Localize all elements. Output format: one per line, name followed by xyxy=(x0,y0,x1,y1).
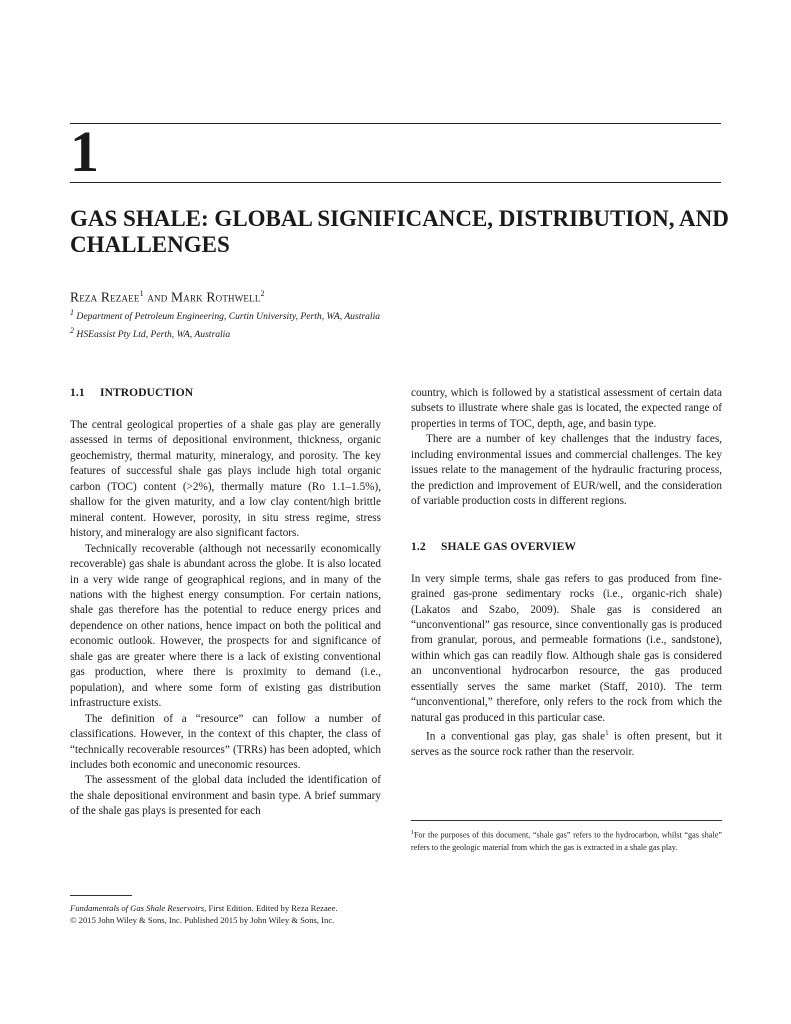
paragraph-text: is often present, but it serves as the source rock rather than the reservoir. xyxy=(411,730,723,759)
paragraph: In very simple terms, shale gas refers to gas produced from fine-grained gas-prone sedimentary rocks (i.e., organic-rich shale) (Lakatos and Szabo, 2009). Shale gas is considered an “unconventional” gas resource, since conventionally gas is produced from granular, porous, and permeable formations (i.e., sandstone), within which gas can readily flow. Although shale gas is considered an unconventional hydrocarbon resource, the gas produced essentially serves the same market (Staff, 2010). The term “unconventional,” therefore, only refers to the rock from which the natural gas produced in this particular case. xyxy=(411,572,722,724)
paragraph: The assessment of the global data included the identification of the shale depositional environment and basin type. A brief summary of the shale gas plays is presented for each xyxy=(70,774,381,818)
copyright-line: © 2015 John Wiley & Sons, Inc. Published 2015 by John Wiley & Sons, Inc. xyxy=(70,915,335,925)
right-column xyxy=(411,386,722,761)
author-name: Reza Rezaee xyxy=(70,289,140,305)
section-number: 1.1 xyxy=(70,387,85,399)
paragraph: The definition of a “resource” can follow a number of classifications. However, in the context of this chapter, the class of “technically recoverable resources” (TRRs) has been adopted, which includes both economic and uneconomic resources. xyxy=(70,712,381,771)
publication-rule xyxy=(70,895,132,896)
paragraph: There are a number of key challenges that the industry faces, including environmental issues and commercial challenges. The key issues relate to the management of the hydraulic fracturing process, the prediction and improvement of EUR/well, and the consideration of variable production costs in different regions. xyxy=(411,433,722,508)
affiliation-line xyxy=(70,307,380,323)
paragraph: country, which is followed by a statistical assessment of certain data subsets to illustrate where shale gas is located, the expected range of properties in terms of TOC, depth, age, and basin type. xyxy=(411,387,722,430)
footnote-text: For the purposes of this document, “shale gas” refers to the hydrocarbon, whilst “gas shale” refers to the geologic material from which the gas is extracted in a shale gas play. xyxy=(411,830,722,853)
chapter-top-rule xyxy=(70,123,721,124)
affiliation-text: Department of Petroleum Engineering, Curtin University, Perth, WA, Australia xyxy=(76,311,381,323)
left-column xyxy=(70,386,381,820)
affiliation-mark: 2 xyxy=(260,289,265,298)
paragraph: Technically recoverable (although not necessarily economically recoverable) gas shale is abundant across the globe. It is also located in a very wide range of geographical regions, and in many of the nations with the highest energy consumption. For certain nations, shale gas therefore has the potential to reduce energy prices and dependence on other nations, hence impact on both the political and economic outlook. However, the prospects for and significance of shale gas are greater where there is a lack of existing conventional gas production, where there is proximity to demand (i.e., population), and where some form of existing gas distribution infrastructure exists. xyxy=(70,542,381,710)
section-heading-overview xyxy=(411,540,722,555)
author-line xyxy=(70,286,265,306)
edition-text: , First Edition. Edited by Reza Rezaee. xyxy=(204,903,338,913)
chapter-number: 1 xyxy=(70,119,98,184)
section-number: 1.2 xyxy=(411,540,426,553)
publication-note xyxy=(70,902,430,926)
section-title: INTRODUCTION xyxy=(100,387,194,399)
publication-line xyxy=(70,902,430,914)
affiliation-mark: 2 xyxy=(70,326,74,335)
chapter-bottom-rule xyxy=(70,182,721,183)
affiliation-mark: 1 xyxy=(70,308,74,317)
affiliation-mark: 1 xyxy=(139,289,144,298)
footnote-mark: 1 xyxy=(605,729,609,738)
affiliation-line xyxy=(70,325,230,341)
paragraph-text: In a conventional gas play, gas shale xyxy=(426,730,606,743)
section-title: SHALE GAS OVERVIEW xyxy=(441,540,576,553)
paragraph xyxy=(411,726,722,761)
author-conjunction: and xyxy=(147,289,168,305)
chapter-title: GAS SHALE: GLOBAL SIGNIFICANCE, DISTRIBUTION, AND CHALLENGES xyxy=(70,206,729,257)
author-name: Mark Rothwell xyxy=(171,289,261,305)
book-title: Fundamentals of Gas Shale Reservoirs xyxy=(70,903,205,913)
footnote-rule xyxy=(411,820,722,821)
affiliation-text: HSEassist Pty Ltd, Perth, WA, Australia xyxy=(76,329,231,341)
paragraph: The central geological properties of a shale gas play are generally assessed in terms of depositional environment, thickness, organic geochemistry, thermal maturity, mineralogy, and porosity. The key features of successful shale gas plays include high total organic carbon (TOC) content (>2%), thermally mature (Ro 1.1–1.5%), shallow for the given maturity, and a low clay content/high brittle mineral content. However, porosity, in situ stress regime, stress history, and mineralogy are also significant factors. xyxy=(70,419,381,540)
section-heading-introduction xyxy=(70,386,381,401)
footnote xyxy=(411,827,722,855)
footnote-mark: 1 xyxy=(411,830,414,836)
